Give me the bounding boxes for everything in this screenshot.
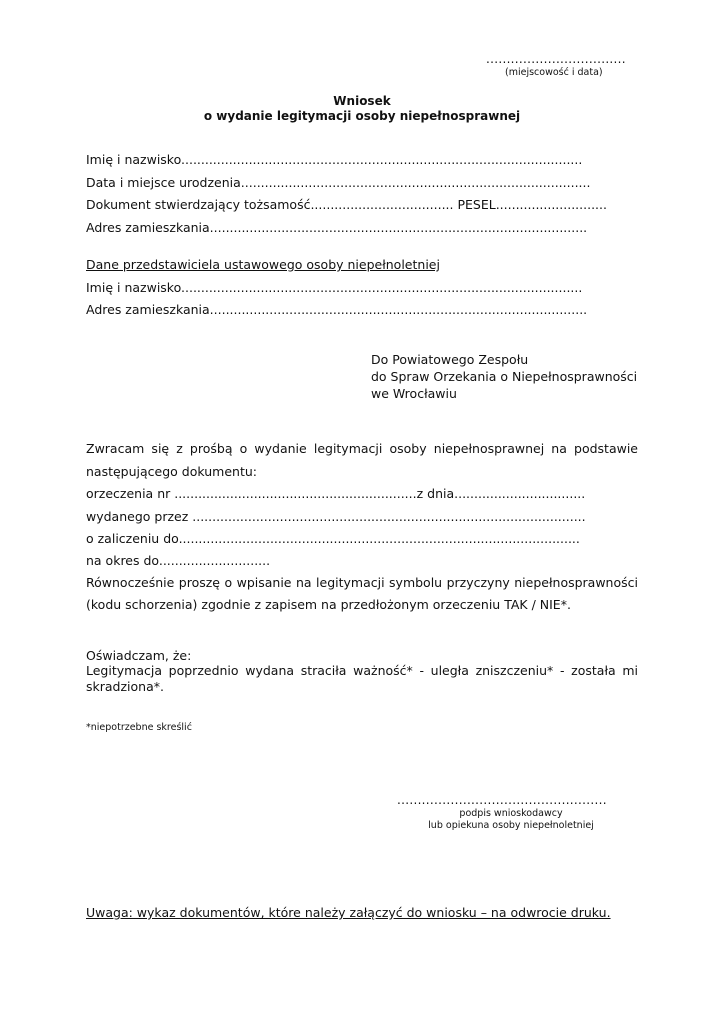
- signature-label: podpis wnioskodawcy: [459, 808, 563, 819]
- ruling-number-field[interactable]: orzeczenia nr .............................................................z dnia.................................: [86, 486, 586, 501]
- issued-by-field[interactable]: wydanego przez ...................................................................................................: [86, 509, 586, 524]
- declaration-text-line1: Legitymacja poprzednio wydana straciła ważność* - uległa zniszczeniu* - została mi: [86, 663, 638, 678]
- document-title: Wniosek: [333, 94, 391, 108]
- attachments-note: Uwaga: wykaz dokumentów, które należy załączyć do wniosku – na odwrocie druku.: [86, 905, 611, 920]
- recipient-line: do Spraw Orzekania o Niepełnosprawności: [371, 369, 638, 384]
- recipient-block: [371, 351, 637, 402]
- recipient-line: we Wrocławiu: [371, 386, 457, 401]
- recipient-line: Do Powiatowego Zespołu: [371, 352, 529, 367]
- declaration-text-line2: skradziona*.: [86, 679, 164, 694]
- declaration-heading: Oświadczam, że:: [86, 648, 192, 663]
- place-date-label: (miejscowość i data): [505, 67, 603, 78]
- representative-name-field[interactable]: Imię i nazwisko.....................................................................................................: [86, 280, 583, 295]
- applicant-birth-field[interactable]: Data i miejsce urodzenia........................................................................................: [86, 175, 591, 190]
- symbol-request-line1: Równocześnie proszę o wpisanie na legitymacji symbolu przyczyny niepełnosprawności: [86, 575, 638, 590]
- request-intro-line1: Zwracam się z prośbą o wydanie legitymacji osoby niepełnosprawnej na podstawie: [86, 441, 638, 456]
- representative-heading: Dane przedstawiciela ustawowego osoby niepełnoletniej: [86, 257, 440, 272]
- classified-field[interactable]: o zaliczeniu do.....................................................................................................: [86, 531, 580, 546]
- request-intro-line2: następującego dokumentu:: [86, 464, 257, 479]
- applicant-address-field[interactable]: Adres zamieszkania...............................................................................................: [86, 220, 588, 235]
- signature-field[interactable]: ...................................................: [397, 793, 607, 807]
- applicant-id-field[interactable]: Dokument stwierdzający tożsamość.................................... PESEL............................: [86, 197, 607, 212]
- applicant-name-field[interactable]: Imię i nazwisko.....................................................................................................: [86, 152, 583, 167]
- place-date-field[interactable]: ..................................: [486, 52, 626, 66]
- signature-label-guardian: lub opiekuna osoby niepełnoletniej: [428, 820, 594, 831]
- document-subtitle: o wydanie legitymacji osoby niepełnosprawnej: [203, 109, 521, 123]
- period-field[interactable]: na okres do............................: [86, 553, 271, 568]
- symbol-request-line2: (kodu schorzenia) zgodnie z zapisem na przedłożonym orzeczeniu TAK / NIE*.: [86, 597, 571, 612]
- footnote: *niepotrzebne skreślić: [86, 722, 192, 733]
- representative-address-field[interactable]: Adres zamieszkania...............................................................................................: [86, 302, 588, 317]
